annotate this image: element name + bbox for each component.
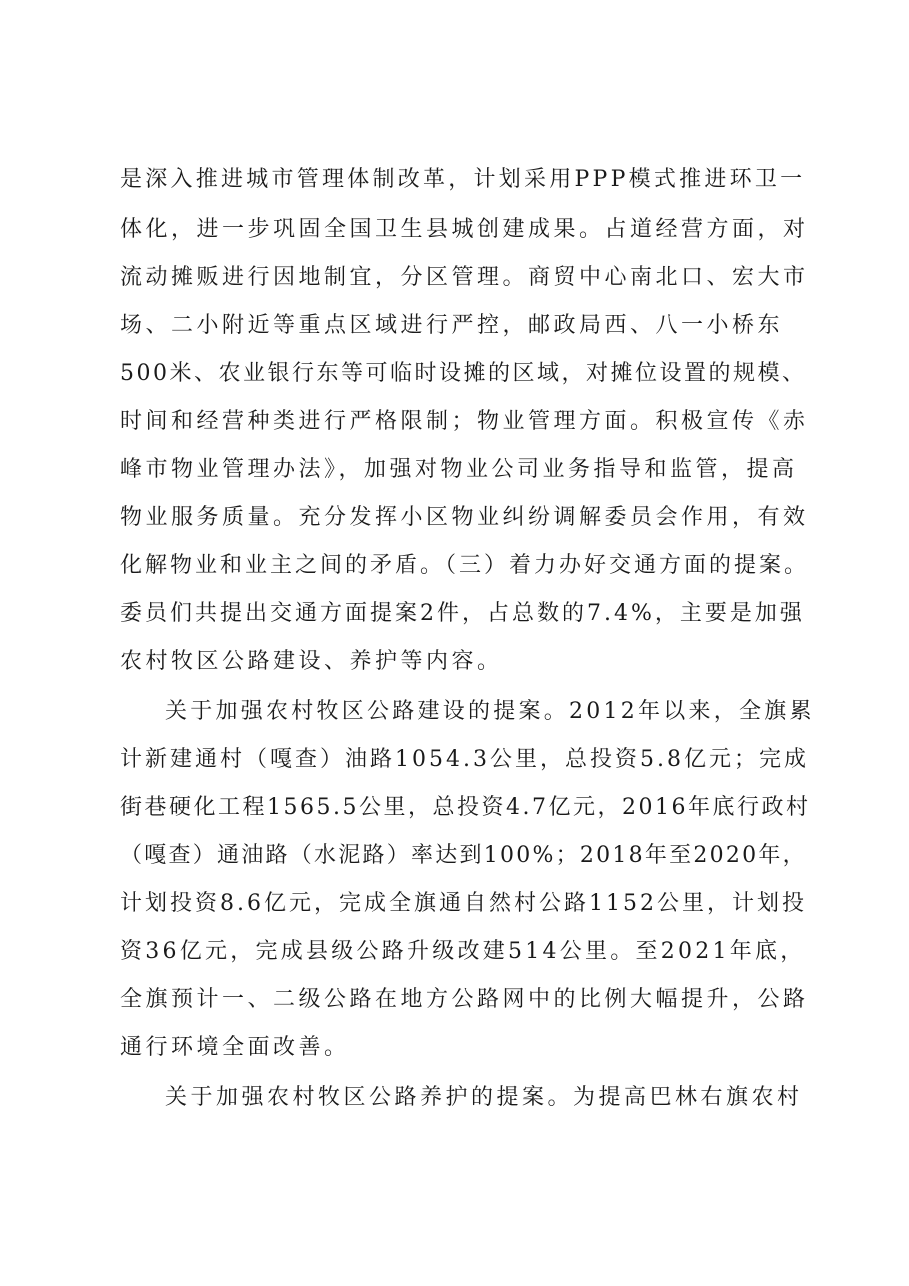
paragraph-first-line: 关于加强农村牧区公路养护的提案。为提高巴林右旗农村 <box>165 1085 803 1110</box>
text-line: 委员们共提出交通方面提案2件，占总数的7.4%，主要是加强 <box>120 601 805 626</box>
text-line: 时间和经营种类进行严格限制；物业管理方面。积极宣传《赤 <box>120 409 809 434</box>
text-line: 通行环境全面改善。 <box>120 1035 350 1060</box>
text-line: 资36亿元，完成县级公路升级改建514公里。至2021年底， <box>120 939 806 964</box>
text-line: 流动摊贩进行因地制宜，分区管理。商贸中心南北口、宏大市 <box>120 265 809 290</box>
text-line: 全旗预计一、二级公路在地方公路网中的比例大幅提升，公路 <box>120 987 809 1012</box>
text-line: 峰市物业管理办法》，加强对物业公司业务指导和监管，提高 <box>120 457 798 482</box>
paragraph-first-line: 关于加强农村牧区公路建设的提案。2012年以来，全旗累 <box>165 699 815 724</box>
text-line: 体化，进一步巩固全国卫生县城创建成果。占道经营方面，对 <box>120 217 809 242</box>
text-line: 场、二小附近等重点区域进行严控，邮政局西、八一小桥东 <box>120 313 784 338</box>
text-line: 计划投资8.6亿元，完成全旗通自然村公路1152公里，计划投 <box>120 891 807 916</box>
text-line: 是深入推进城市管理体制改革，计划采用PPP模式推进环卫一 <box>120 167 806 192</box>
text-line: 500米、农业银行东等可临时设摊的区域，对摊位设置的规模、 <box>120 361 807 386</box>
text-line: 化解物业和业主之间的矛盾。（三）着力办好交通方面的提案。 <box>120 553 810 578</box>
text-line: （嘎查）通油路（水泥路）率达到100%；2018年至2020年， <box>120 843 807 868</box>
text-line: 农村牧区公路建设、养护等内容。 <box>120 649 503 674</box>
text-line: 计新建通村（嘎查）油路1054.3公里，总投资5.8亿元；完成 <box>120 747 809 772</box>
text-line: 物业服务质量。充分发挥小区物业纠纷调解委员会作用，有效 <box>120 505 809 530</box>
text-line: 街巷硬化工程1565.5公里，总投资4.7亿元，2016年底行政村 <box>120 795 811 820</box>
